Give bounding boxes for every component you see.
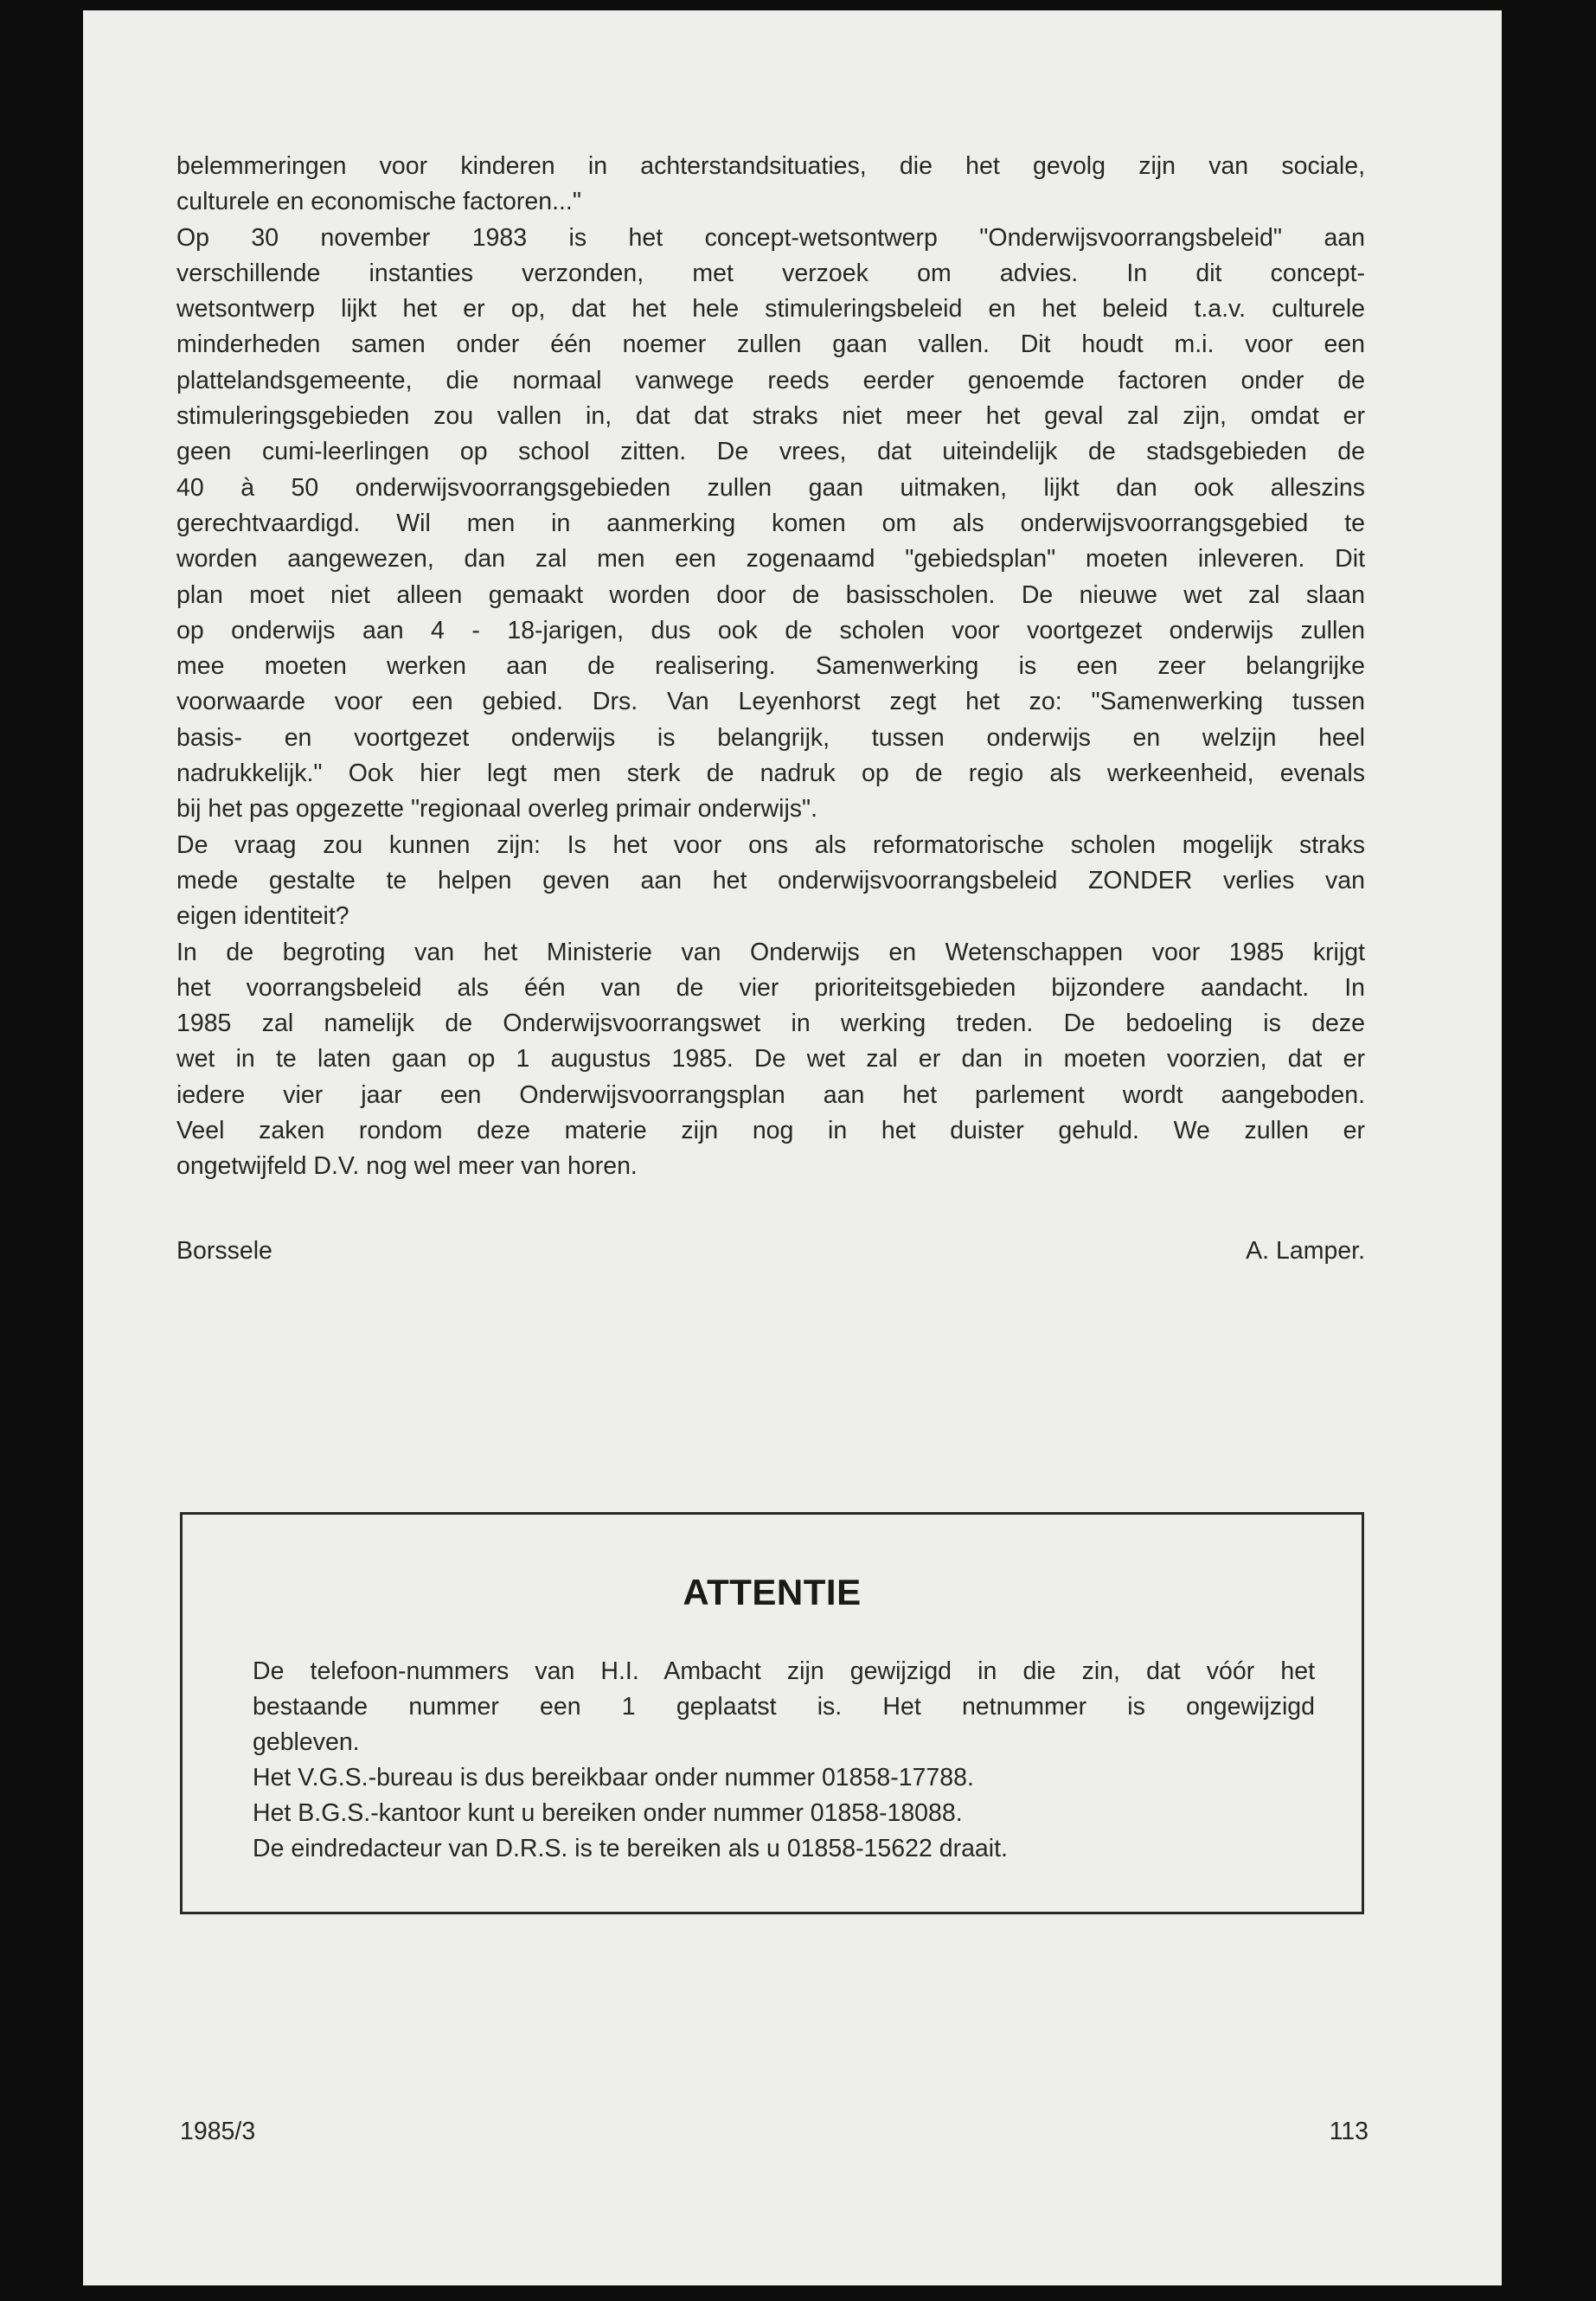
article-line: iedere vier jaar een Onderwijsvoorrangsplan aan het parlement wordt aangeboden. bbox=[176, 1080, 1365, 1109]
article-body bbox=[176, 149, 1365, 1185]
article-line: plattelandsgemeente, die normaal vanwege reeds eerder genoemde factoren onder de bbox=[176, 366, 1365, 394]
article-line: verschillende instanties verzonden, met verzoek om advies. In dit concept- bbox=[176, 259, 1365, 287]
signature-author: A. Lamper. bbox=[1246, 1237, 1365, 1265]
signature-place: Borssele bbox=[176, 1237, 272, 1265]
signature-row bbox=[176, 1237, 1365, 1275]
attentie-line: gebleven. bbox=[253, 1728, 360, 1756]
article-line: mee moeten werken aan de realisering. Samenwerking is een zeer belangrijke bbox=[176, 652, 1365, 681]
article-line: culturele en economische factoren..." bbox=[176, 188, 581, 216]
page-number: 113 bbox=[1329, 2118, 1368, 2145]
article-line: geen cumi-leerlingen op school zitten. De vrees, dat uiteindelijk de stadsgebieden de bbox=[176, 438, 1365, 466]
article-line: Veel zaken rondom deze materie zijn nog in het duister gehuld. We zullen er bbox=[176, 1117, 1365, 1145]
attentie-line: De eindredacteur van D.R.S. is te bereiken als u 01858-15622 draait. bbox=[253, 1835, 1008, 1862]
article-line: gerechtvaardigd. Wil men in aanmerking komen om als onderwijsvoorrangsgebied te bbox=[176, 509, 1365, 537]
article-line: mede gestalte te helpen geven aan het onderwijsvoorrangsbeleid ZONDER verlies van bbox=[176, 866, 1365, 894]
attentie-line: Het B.G.S.-kantoor kunt u bereiken onder nummer 01858-18088. bbox=[253, 1799, 963, 1827]
article-line: bij het pas opgezette "regionaal overleg primair onderwijs". bbox=[176, 795, 818, 824]
article-line: 1985 zal namelijk de Onderwijsvoorrangswet in werking treden. De bedoeling is deze bbox=[176, 1009, 1365, 1038]
article-line: belemmeringen voor kinderen in achterstandsituaties, die het gevolg zijn van sociale, bbox=[176, 152, 1365, 180]
issue-number: 1985/3 bbox=[180, 2118, 256, 2145]
document-page bbox=[83, 10, 1502, 2285]
article-line: stimuleringsgebieden zou vallen in, dat dat straks niet meer het geval zal zijn, omdat er bbox=[176, 402, 1365, 431]
article-line: De vraag zou kunnen zijn: Is het voor ons als reformatorische scholen mogelijk straks bbox=[176, 830, 1365, 859]
article-line: op onderwijs aan 4 - 18-jarigen, dus ook de scholen voor voortgezet onderwijs zullen bbox=[176, 616, 1365, 644]
article-line: 40 à 50 onderwijsvoorrangsgebieden zullen gaan uitmaken, lijkt dan ook alleszins bbox=[176, 473, 1365, 502]
attentie-line: bestaande nummer een 1 geplaatst is. Het netnummer is ongewijzigd bbox=[253, 1693, 1315, 1721]
article-line: nadrukkelijk." Ook hier legt men sterk de nadruk op de regio als werkeenheid, evenals bbox=[176, 760, 1365, 788]
attentie-line: Het V.G.S.-bureau is dus bereikbaar onder nummer 01858-17788. bbox=[253, 1764, 974, 1791]
attentie-body bbox=[253, 1654, 1315, 1867]
article-line: het voorrangsbeleid als één van de vier prioriteitsgebieden bijzondere aandacht. In bbox=[176, 973, 1365, 1002]
article-line: worden aangewezen, dan zal men een zogenaamd "gebiedsplan" moeten inleveren. Dit bbox=[176, 545, 1365, 574]
article-line: minderheden samen onder één noemer zullen gaan vallen. Dit houdt m.i. voor een bbox=[176, 330, 1365, 359]
article-line: voorwaarde voor een gebied. Drs. Van Leyenhorst zegt het zo: "Samenwerking tussen bbox=[176, 688, 1365, 716]
article-line: basis- en voortgezet onderwijs is belangrijk, tussen onderwijs en welzijn heel bbox=[176, 723, 1365, 752]
article-line: ongetwijfeld D.V. nog wel meer van horen. bbox=[176, 1152, 638, 1181]
attentie-notice-box bbox=[180, 1512, 1364, 1914]
article-line: In de begroting van het Ministerie van Onderwijs en Wetenschappen voor 1985 krijgt bbox=[176, 938, 1365, 966]
attentie-title: ATTENTIE bbox=[683, 1572, 862, 1612]
article-line: wet in te laten gaan op 1 augustus 1985. De wet zal er dan in moeten voorzien, dat er bbox=[176, 1045, 1365, 1074]
article-line: wetsontwerp lijkt het er op, dat het hele stimuleringsbeleid en het beleid t.a.v. culturele bbox=[176, 295, 1365, 324]
article-line: eigen identiteit? bbox=[176, 902, 349, 931]
attentie-line: De telefoon-nummers van H.I. Ambacht zijn gewijzigd in die zin, dat vóór het bbox=[253, 1657, 1315, 1685]
page-footer bbox=[180, 2118, 1368, 2152]
article-line: plan moet niet alleen gemaakt worden door de basisscholen. De nieuwe wet zal slaan bbox=[176, 580, 1365, 609]
article-line: Op 30 november 1983 is het concept-wetsontwerp "Onderwijsvoorrangsbeleid" aan bbox=[176, 223, 1365, 252]
